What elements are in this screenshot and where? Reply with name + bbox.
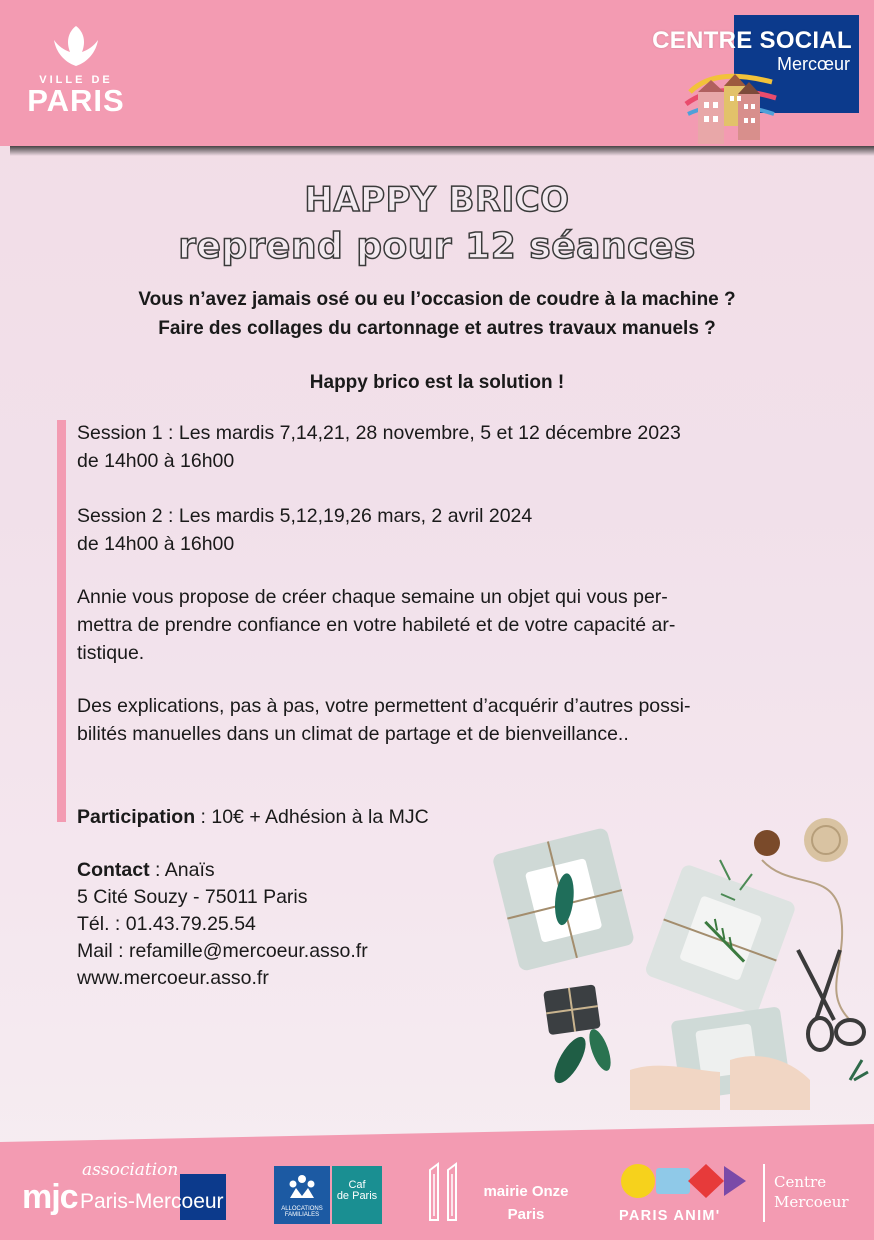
caf-family-icon xyxy=(287,1174,317,1200)
intro-line-1: Vous n’avez jamais osé ou eu l’occasion de coudre à la machine ? xyxy=(138,289,736,310)
mairie-onze-number-icon xyxy=(426,1160,466,1224)
mercoeur-label: Mercoeur xyxy=(774,1193,849,1211)
centre-label: Centre xyxy=(774,1173,827,1191)
session-1-hours: de 14h00 à 16h00 xyxy=(77,450,235,472)
session-1-dates: Session 1 : Les mardis 7,14,21, 28 novembre, 5 et 12 décembre 2023 xyxy=(77,422,681,444)
mercoeur-subtitle: Mercœur xyxy=(777,54,850,74)
caf-allocations-block xyxy=(274,1166,330,1224)
explications-paragraph xyxy=(77,692,797,748)
annie-paragraph xyxy=(77,583,797,667)
intro-line-2: Faire des collages du cartonnage et autres travaux manuels ? xyxy=(158,318,716,339)
mjc-association-label: association xyxy=(82,1160,179,1180)
session-2 xyxy=(77,502,797,558)
ville-de-label: VILLE DE xyxy=(39,74,113,86)
annie-line-3: tistique. xyxy=(77,642,145,664)
explications-line-2: bilités manuelles dans un climat de partage et de bienveillance.. xyxy=(77,723,629,745)
contact-label: Contact xyxy=(77,859,150,881)
contact-website[interactable]: www.mercoeur.asso.fr xyxy=(77,967,269,989)
caf-paris-block xyxy=(332,1166,382,1224)
participation-label: Participation xyxy=(77,806,196,828)
mjc-name-main: Paris-Merc xyxy=(80,1190,182,1213)
paris-label: PARIS xyxy=(27,83,125,118)
main-subtitle: reprend pour 12 séances xyxy=(178,226,696,267)
paris-ship-icon xyxy=(46,22,106,72)
intro-tagline: Happy brico est la solution ! xyxy=(309,372,565,393)
participation-value: : 10€ + Adhésion à la MJC xyxy=(195,806,429,828)
explications-line-1: Des explications, pas à pas, votre permettent d’acquérir d’autres possi- xyxy=(77,695,691,717)
paris-anim-label: PARIS ANIM' xyxy=(619,1208,721,1224)
pink-side-bar xyxy=(57,420,66,822)
centre-mercoeur-label xyxy=(774,1172,849,1212)
session-2-dates: Session 2 : Les mardis 5,12,19,26 mars, 2 avril 2024 xyxy=(77,505,533,527)
caf-name: Caf xyxy=(348,1179,366,1191)
ville-de-paris-logo xyxy=(20,22,132,116)
caf-allocations-label: ALLOCATIONS FAMILIALES xyxy=(281,1206,323,1218)
contact-phone: Tél. : 01.43.79.25.54 xyxy=(77,913,256,935)
session-1 xyxy=(77,419,797,475)
paris-anim-shapes-icon xyxy=(620,1162,746,1200)
contact-name: : Anaïs xyxy=(149,859,215,881)
contact-block xyxy=(77,857,368,992)
contact-mail[interactable]: Mail : refamille@mercoeur.asso.fr xyxy=(77,940,368,962)
caf-paris-label: de Paris xyxy=(336,1190,378,1202)
mairie-onze-line-1: mairie Onze xyxy=(483,1183,569,1200)
caf-logo xyxy=(274,1166,382,1224)
centre-social-title: CENTRE SOCIAL xyxy=(652,27,852,54)
main-title: HAPPY BRICO xyxy=(304,180,570,220)
annie-line-2: mettra de prendre confiance en votre habileté et de votre capacité ar- xyxy=(77,614,676,636)
craft-gifts-illustration xyxy=(490,810,874,1110)
mairie-onze-logo xyxy=(473,1180,579,1226)
annie-line-1: Annie vous propose de créer chaque semaine un objet qui vous per- xyxy=(77,586,668,608)
contact-address: 5 Cité Souzy - 75011 Paris xyxy=(77,886,308,908)
paris-anim-divider xyxy=(763,1164,765,1222)
mjc-name-label xyxy=(80,1190,224,1214)
mjc-name-oeur: oeur xyxy=(181,1190,224,1213)
mjc-label: mjc xyxy=(22,1178,78,1216)
mairie-onze-line-2: Paris xyxy=(507,1206,545,1223)
session-2-hours: de 14h00 à 16h00 xyxy=(77,533,235,555)
